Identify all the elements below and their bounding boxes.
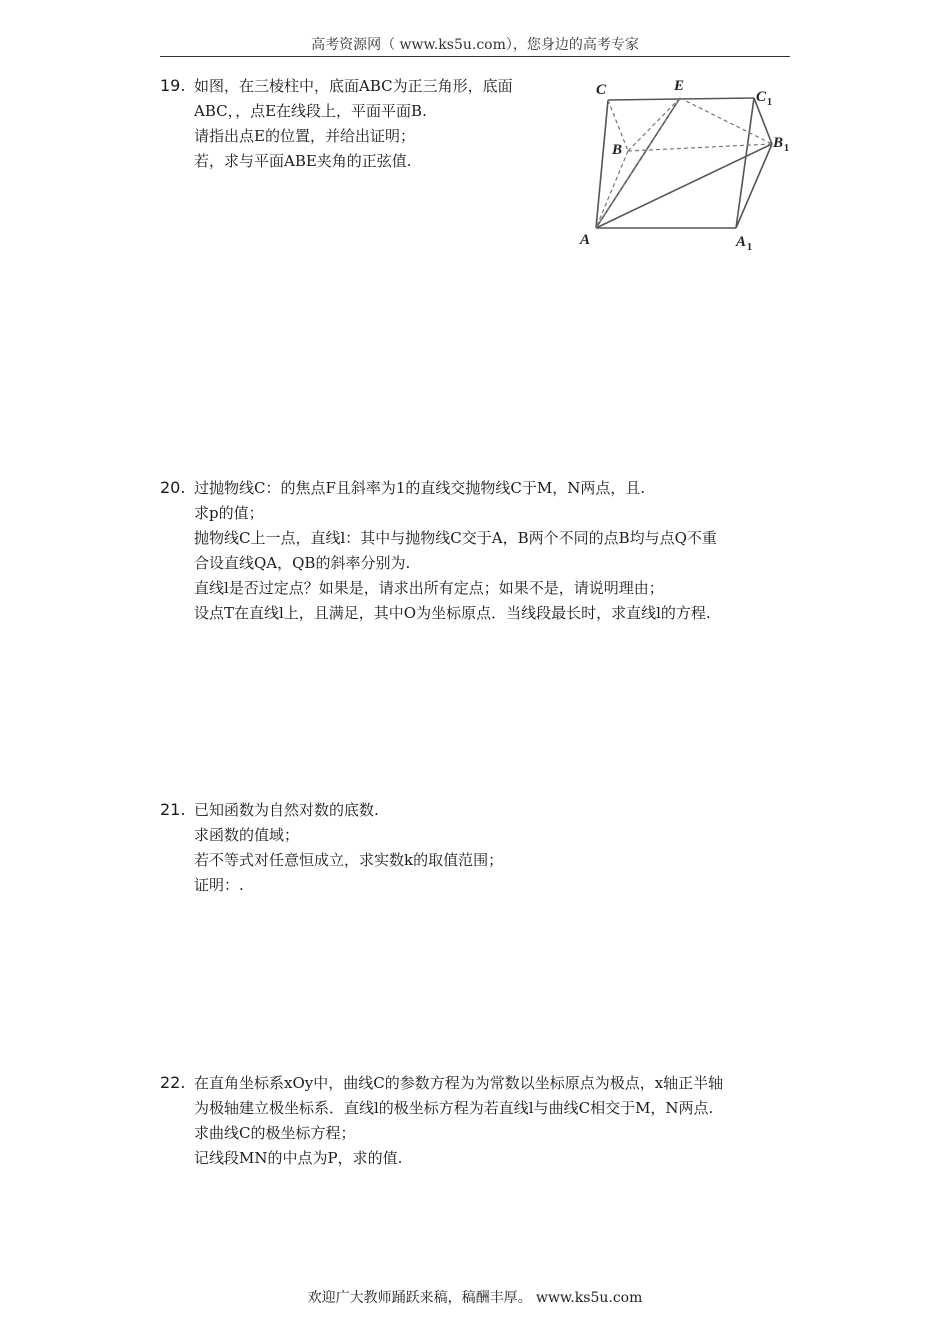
label-B1: B xyxy=(773,135,784,151)
question-text-line: 记线段MN的中点为P，求的值. xyxy=(194,1149,403,1167)
edge-BA xyxy=(596,151,628,228)
edge-BE xyxy=(628,98,680,151)
label-A1: A xyxy=(736,234,747,250)
label-C1-sub: 1 xyxy=(767,97,772,108)
question-text-line: 若不等式对任意恒成立，求实数k的取值范围； xyxy=(194,851,504,869)
page-footer: 欢迎广大教师踊跃来稿，稿酬丰厚。 www.ks5u.com xyxy=(307,1290,643,1306)
label-B: B xyxy=(612,142,623,158)
question-text-line: 求p的值； xyxy=(194,504,264,522)
question-text-line: 证明：. xyxy=(194,876,244,894)
question-text-line: 过抛物线C：的焦点F且斜率为1的直线交抛物线C于M，N两点，且. xyxy=(194,479,646,497)
question-text-line: 若，求与平面ABE夹角的正弦值. xyxy=(194,152,412,170)
question-text-line: 合设直线QA，QB的斜率分别为. xyxy=(194,554,411,572)
question-text-line: 求函数的值域； xyxy=(194,826,300,844)
question-text-line: 已知函数为自然对数的底数. xyxy=(194,801,379,819)
question-number: 19. xyxy=(160,76,186,95)
label-A1-sub: 1 xyxy=(747,242,752,253)
question-text-line: 抛物线C上一点，直线l：其中与抛物线C交于A，B两个不同的点B均与点Q不重 xyxy=(194,529,717,547)
question-text-line: 在直角坐标系xOy中，曲线C的参数方程为为常数以坐标原点为极点，x轴正半轴 xyxy=(194,1074,724,1092)
question-text-line: 请指出点E的位置，并给出证明； xyxy=(194,127,415,145)
question-text-line: 为极轴建立极坐标系．直线l的极坐标方程为若直线l与曲线C相交于M，N两点. xyxy=(194,1099,714,1117)
edge-CA xyxy=(596,100,608,228)
question-text-line: 直线l是否过定点？如果是，请求出所有定点；如果不是，请说明理由； xyxy=(194,579,664,597)
page-header: 高考资源网（ www.ks5u.com），您身边的高考专家 xyxy=(160,36,790,57)
prism-diagram xyxy=(576,73,796,253)
label-B1-sub: 1 xyxy=(784,143,789,154)
question-text-line: 设点T在直线l上，且满足，其中O为坐标原点．当线段最长时，求直线l的方程. xyxy=(194,604,711,622)
label-A: A xyxy=(580,232,591,248)
prism-figure xyxy=(576,73,796,253)
label-C1: C xyxy=(756,89,767,105)
question-number: 22. xyxy=(160,1073,186,1092)
question-text-line: 求曲线C的极坐标方程； xyxy=(194,1124,356,1142)
label-E: E xyxy=(674,78,685,94)
question-text-line: 如图，在三棱柱中，底面ABC为正三角形，底面 xyxy=(194,77,513,95)
question-number: 20. xyxy=(160,478,186,497)
label-C: C xyxy=(596,82,607,98)
question-number: 21. xyxy=(160,800,186,819)
question-text-line: ABC，，点E在线段上，平面平面B. xyxy=(194,102,427,120)
